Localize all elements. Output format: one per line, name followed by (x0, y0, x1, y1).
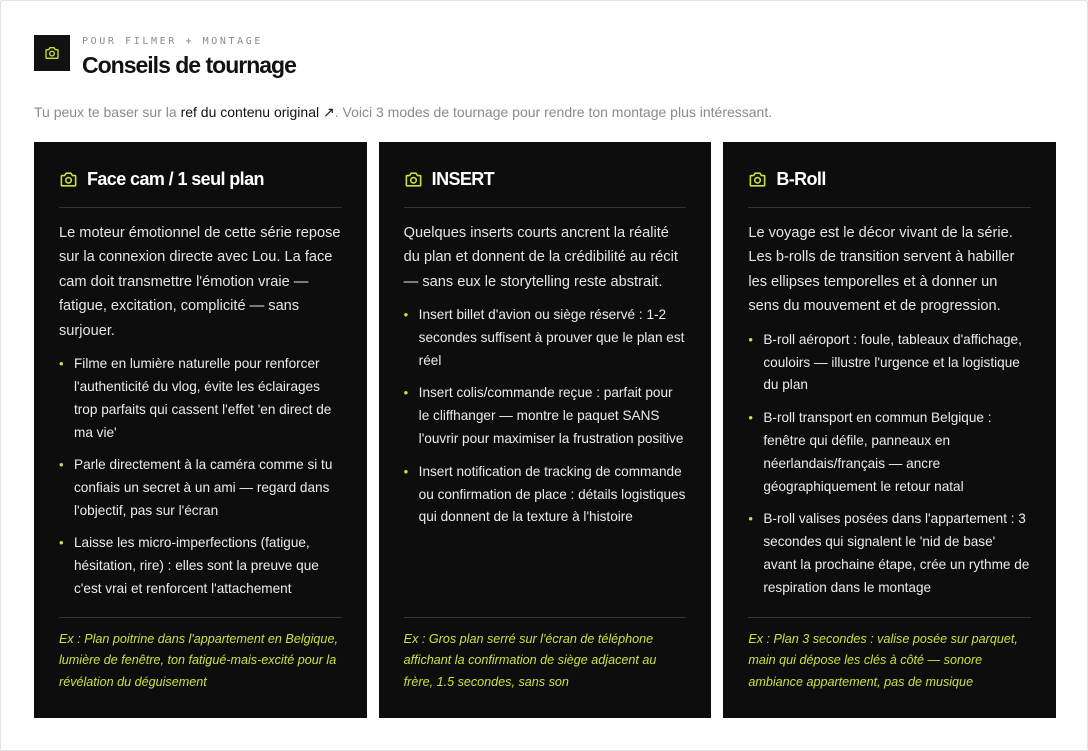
camera-icon (748, 170, 768, 190)
list-item (404, 382, 687, 451)
tip-text: Insert notification de tracking de commande ou confirmation de place : détails logistiques qui donnent de la texture à l'histoire (418, 463, 686, 525)
list-item (748, 407, 1031, 499)
intro-after: . Voici 3 modes de tournage pour rendre ton montage plus intéressant. (334, 104, 773, 120)
card-example: Ex : Gros plan serré sur l'écran de téléphone affichant la confirmation de siège adjacent au frère, 1.5 secondes, sans son (404, 617, 687, 693)
list-item (404, 461, 687, 530)
list-item (748, 329, 1031, 398)
bullet-icon: • (403, 307, 409, 323)
camera-icon (404, 170, 424, 190)
tip-text: Insert colis/commande reçue : parfait pour le cliffhanger — montre le paquet SANS l'ouvrir pour maximiser la frustration positive (418, 385, 684, 447)
list-item (59, 454, 342, 523)
original-content-link[interactable]: ref du contenu original ↗ (180, 104, 335, 120)
card-insert (379, 142, 712, 718)
card-header (404, 142, 687, 208)
page-title: Conseils de tournage (82, 52, 296, 78)
card-lead: Le moteur émotionnel de cette série repose sur la connexion directe avec Lou. La face cam doit transmettre l'émotion vraie — fatigue, excitation, complicité — sans surjouer. (59, 225, 341, 339)
tip-text: B-roll valises posées dans l'appartement : 3 secondes qui signalent le 'nid de base' avant la prochaine étape, crée un rythme de respiration dans le montage (763, 510, 1030, 595)
card-example: Ex : Plan poitrine dans l'appartement en Belgique, lumière de fenêtre, ton fatigué-mais-excité pour la révélation du déguisement (59, 617, 342, 693)
tips-list (748, 329, 1031, 609)
tip-text: Laisse les micro-imperfections (fatigue, hésitation, rire) : elles sont la preuve que c'est vrai et renforcent l'attachement (74, 535, 319, 597)
tip-text: Insert billet d'avion ou siège réservé : 1-2 secondes suffisent à prouver que le plan est réel (418, 307, 685, 369)
card-lead: Quelques inserts courts ancrent la réalité du plan et donnent de la crédibilité au récit — sans eux le storytelling reste abstrait. (403, 225, 678, 290)
list-item (59, 532, 342, 601)
bullet-icon: • (59, 535, 64, 551)
list-item (59, 353, 342, 445)
card-header (748, 142, 1031, 208)
card-header (59, 142, 342, 208)
bullet-icon: • (59, 356, 64, 372)
card-face-cam (34, 142, 367, 718)
tip-text: Parle directement à la caméra comme si tu confiais un secret à un ami — regard dans l'objectif, pas sur l'écran (74, 457, 333, 518)
card-example: Ex : Plan 3 secondes : valise posée sur parquet, main qui dépose les clés à côté — sonore ambiance appartement, pas de musique (748, 617, 1031, 693)
intro-before: Tu peux te baser sur la (34, 104, 181, 120)
card-b-roll (723, 142, 1056, 718)
tip-text: Filme en lumière naturelle pour renforcer l'authenticité du vlog, évite les éclairages trop parfaits qui cassent l'effet 'en direct de ma vie' (74, 356, 332, 440)
shooting-modes (34, 142, 1056, 718)
intro-text (34, 102, 772, 122)
card-title: INSERT (431, 169, 495, 189)
camera-icon (59, 170, 79, 190)
bullet-icon: • (403, 463, 409, 479)
tips-list (59, 353, 342, 611)
section-eyebrow: POUR FILMER + MONTAGE (82, 36, 264, 47)
section-header (34, 35, 296, 79)
bullet-icon: • (59, 457, 64, 473)
card-lead: Le voyage est le décor vivant de la série. Les b-rolls de transition servent à habiller les ellipses temporelles et à donner un sens du mouvement et de progression. (748, 225, 1015, 315)
bullet-icon: • (748, 331, 753, 347)
bullet-icon: • (748, 409, 753, 425)
list-item (748, 508, 1031, 600)
card-title: B-Roll (776, 169, 826, 189)
list-item (404, 304, 687, 373)
tip-text: B-roll aéroport : foule, tableaux d'affichage, couloirs — illustre l'urgence et la logistique du plan (763, 331, 1022, 393)
camera-icon (34, 35, 70, 71)
card-title: Face cam / 1 seul plan (87, 169, 264, 189)
tip-text: B-roll transport en commun Belgique : fenêtre qui défile, panneaux en néerlandais/français — ancre géographiquement le retour natal (763, 409, 992, 494)
bullet-icon: • (403, 385, 409, 401)
bullet-icon: • (748, 510, 753, 526)
tips-list (404, 304, 687, 539)
